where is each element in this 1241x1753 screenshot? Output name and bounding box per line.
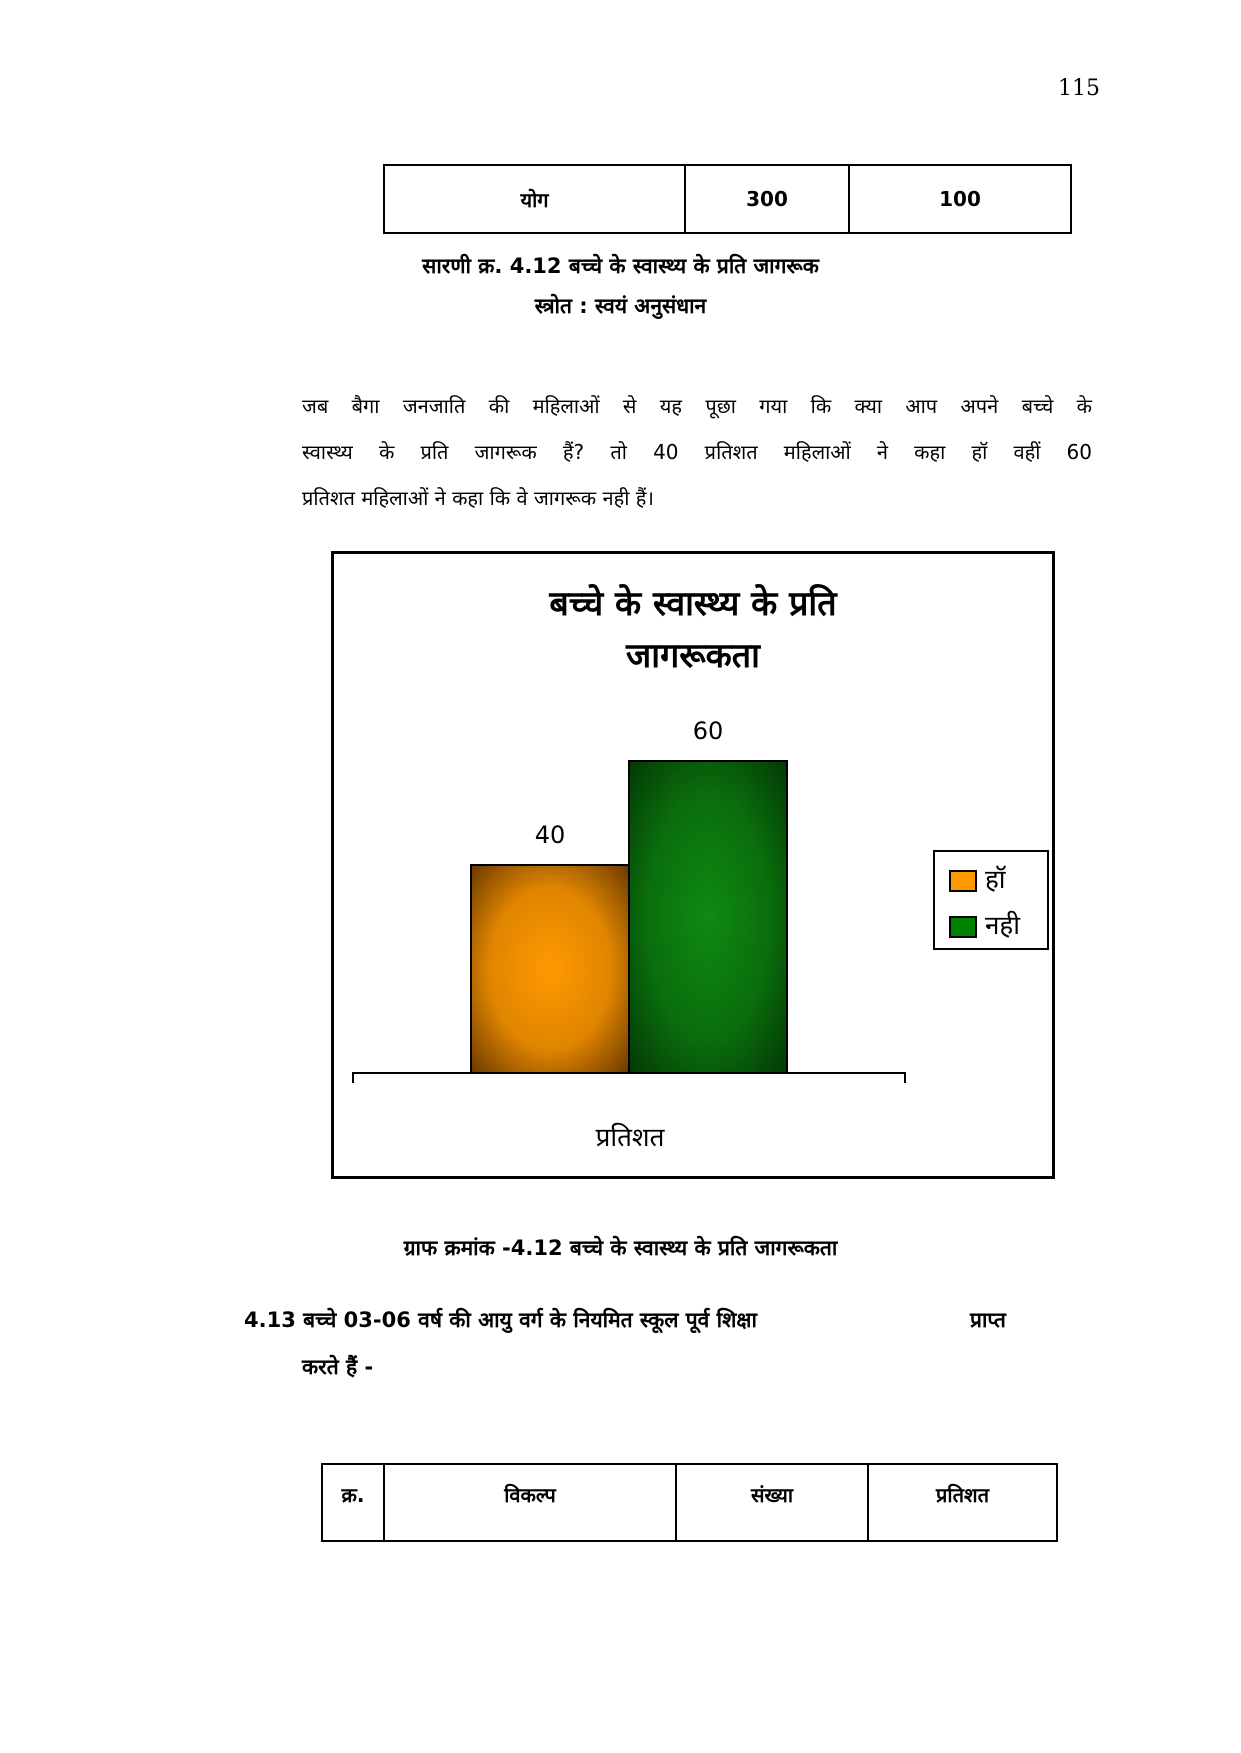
legend-item [949,906,1020,942]
graph-caption: ग्राफ क्रमांक -4.12 बच्चे के स्वास्थ्य के प्रति जागरूकता [403,1236,838,1260]
total-label-cell: योग [384,165,685,233]
bar-data-label: 60 [692,717,724,745]
legend-label-yes: हॉ [985,865,1006,895]
section-heading: 4.13 बच्चे 03-06 वर्ष की आयु वर्ग के नियमित स्कूल पूर्व शिक्षा [244,1308,757,1332]
legend-label-no: नही [985,911,1020,941]
chart-title-line: बच्चे के स्वास्थ्य के प्रति [549,584,837,624]
table-caption: सारणी क्र. 4.12 बच्चे के स्वास्थ्य के प्रति जागरूक [422,254,819,278]
section-heading-end: प्राप्त [970,1308,1006,1332]
table-header-row [322,1464,1057,1541]
header-serial: क्र. [322,1464,384,1541]
legend-item [949,860,1006,896]
total-count-cell: 300 [685,165,849,233]
source-note: स्त्रोत : स्वयं अनुसंधान [534,294,707,318]
chart-legend [933,850,1049,950]
x-axis-label: प्रतिशत [595,1123,665,1153]
bar-yes [471,865,629,1073]
paragraph-line: प्रतिशत महिलाओं ने कहा कि वे जागरूक नही हैं। [302,486,654,510]
page-number: 115 [1058,76,1100,101]
total-percent-cell: 100 [849,165,1071,233]
header-count: संख्या [676,1464,868,1541]
bar-data-label: 40 [534,821,566,849]
options-table [321,1463,1058,1542]
header-option: विकल्प [384,1464,676,1541]
paragraph-line: जब बैगा जनजाति की महिलाओं से यह पूछा गया कि क्या आप अपने बच्चे के [302,394,1092,418]
legend-swatch-no [949,916,977,938]
header-percent: प्रतिशत [868,1464,1057,1541]
paragraph-line: स्वास्थ्य के प्रति जागरूक हैं? तो 40 प्रतिशत महिलाओं ने कहा हॉ वहीं 60 [302,440,1092,464]
bar-no [629,761,787,1073]
bars-layer [471,717,787,1073]
x-axis-line [353,1073,905,1083]
section-heading-line2: करते हैं - [302,1355,374,1379]
chart-title-line: जागरूकता [626,636,760,676]
legend-swatch-yes [949,870,977,892]
